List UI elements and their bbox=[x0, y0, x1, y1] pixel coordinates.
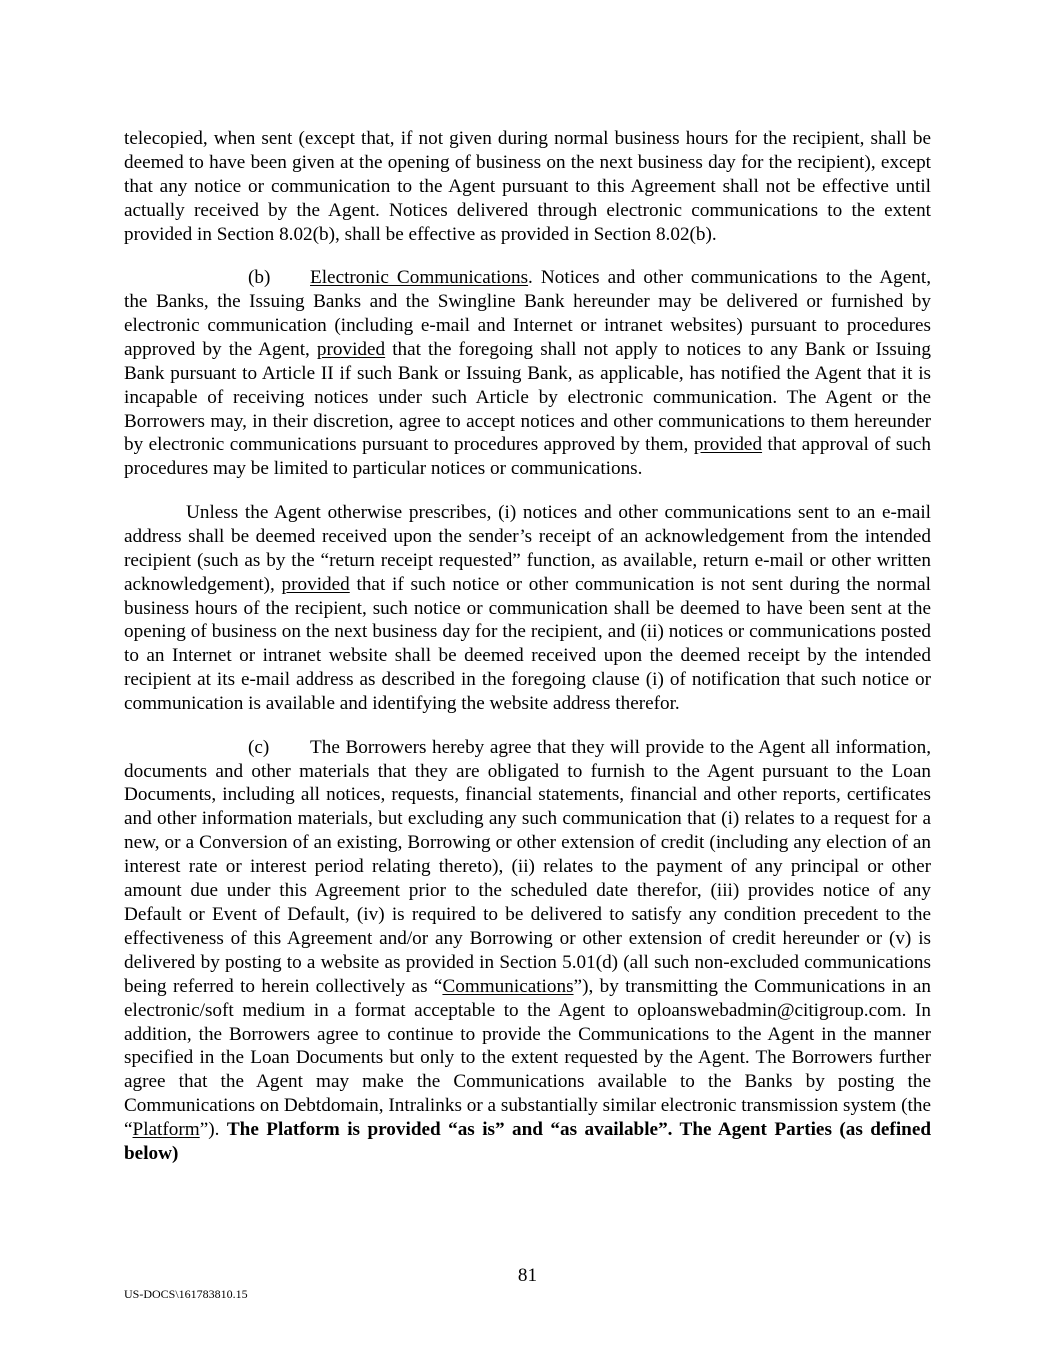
paragraph-notices-continued: telecopied, when sent (except that, if not given during normal business hours for the recipient, shall be deemed to have been given at the opening of business on the next business day for the recipient), except that any notice or communication to the Agent pursuant to this Agreement shall not be effective until actually received by the Agent. Notices delivered through electronic communications to the extent provided in Section 8.02(b), shall be effective as provided in Section 8.02(b). bbox=[124, 128, 931, 245]
provided-term: provided bbox=[693, 434, 763, 456]
section-heading-electronic-communications: Electronic Communications bbox=[310, 267, 529, 289]
provided-term: provided bbox=[281, 573, 350, 595]
paragraph-electronic-communications: (b) Electronic Communications. Notices and other communications to the Agent, the Banks, the Issuing Banks and the Swingline Bank hereunder may be delivered or furnished by electronic communication (including e-mail and Internet or intranet websites) pursuant to procedures approved by the Agent, provided that the foregoing shall not apply to notices to any Bank or Issuing Bank pursuant to Article II if such Bank or Issuing Bank, as applicable, has notified the Agent that it is incapable of receiving notices under such Article by electronic communication. The Agent or the Borrowers may, in their discretion, agree to accept notices and other communications to them hereunder by electronic communications pursuant to procedures approved by them, provided that approval of such procedures may be limited to particular notices or communications. bbox=[124, 267, 932, 480]
paragraph-unless-agent-prescribes: Unless the Agent otherwise prescribes, (i) notices and other communications sent to an e-mail address shall be deemed received upon the sender’s receipt of an acknowledgement from the intended recipient (such as by the “return receipt requested” function, as available, return e-mail or other written acknowledgement), provided that if such notice or other communication is not sent during the normal business hours of the recipient, such notice or communication shall be deemed to have been sent at the opening of business on the next business day for the recipient, and (ii) notices or communications posted to an Internet or intranet website shall be deemed received upon the deemed receipt by the intended recipient at its e-mail address as described in the foregoing clause (i) of notification that such notice or communication is available and identifying the website address therefor. bbox=[124, 501, 931, 715]
clause-label-b: (b) bbox=[248, 267, 271, 289]
platform-disclaimer-bold: The Platform is provided “as is” and “as available”. The Agent Parties (as defined below) bbox=[124, 1119, 932, 1165]
document-id: US-DOCS\161783810.15 bbox=[124, 1287, 248, 1301]
provided-term: provided bbox=[316, 338, 386, 360]
clause-label-c: (c) bbox=[248, 736, 270, 758]
page-number: 81 bbox=[517, 1265, 538, 1286]
defined-term-platform: Platform bbox=[132, 1119, 200, 1141]
paragraph-borrowers-communications: (c) The Borrowers hereby agree that they will provide to the Agent all information, documents and other materials that they are obligated to furnish to the Agent pursuant to the Loan Documents, including all notices, requests, financial statements, financial and other reports, certificates and other information materials, but excluding any such communication that (i) relates to a request for a new, or a Conversion of an existing, Borrowing or other extension of credit (including any election of an interest rate or interest period relating thereto), (ii) relates to the payment of any principal or other amount due under this Agreement prior to the scheduled date therefor, (iii) provides notice of any Default or Event of Default, (iv) is required to be delivered to satisfy any condition precedent to the effectiveness of this Agreement and/or any Borrowing or other extension of credit hereunder or (v) is delivered by posting to a website as provided in Section 5.01(d) (all such non-excluded communications being referred to herein collectively as “Communications”), by transmitting the Communications in an electronic/soft medium in a format acceptable to the Agent to oploanswebadmin@citigroup.com. In addition, the Borrowers agree to continue to provide the Communications to the Agent in the manner specified in the Loan Documents but only to the extent requested by the Agent. The Borrowers further agree that the Agent may make the Communications available to the Banks by posting the Communications on Debtdomain, Intralinks or a substantially similar electronic transmission system (the “Platform”). The Platform is provided “as is” and “as available”. The Agent Parties (as defined below) bbox=[124, 736, 932, 1165]
document-body bbox=[124, 127, 931, 1166]
defined-term-communications: Communications bbox=[442, 975, 574, 997]
